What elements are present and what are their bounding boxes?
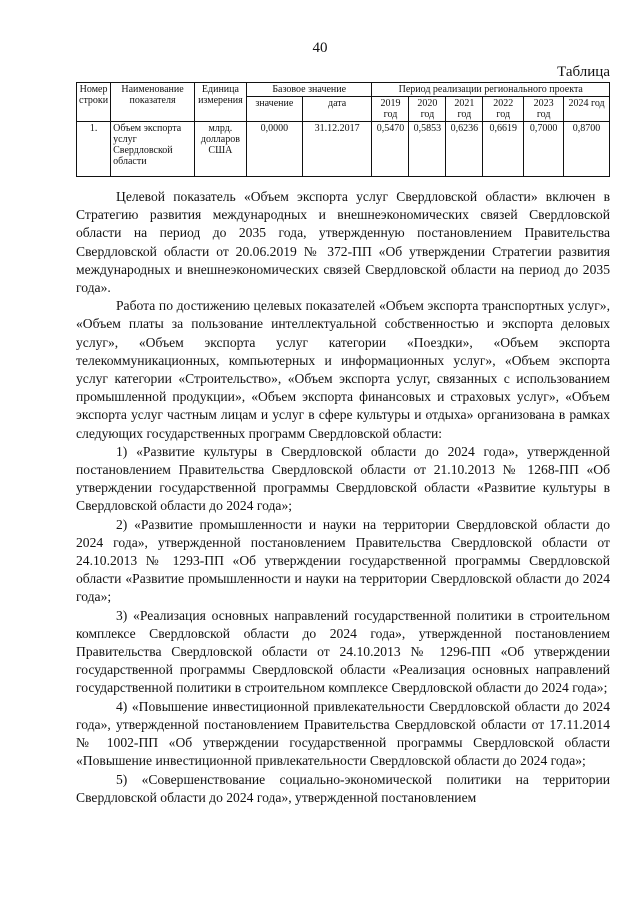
header-base-value: Базовое значение	[246, 83, 372, 97]
indicator-table	[76, 82, 610, 177]
paragraph-work-organization: Работа по достижению целевых показателей «Объем экспорта транспортных услуг», «Объем платы за пользование интеллектуальной собственностью и экспорта деловых услуг», «Объем экспорта услуг категории «Поездки», «Объем экспорта телекоммуникационных, компьютерных и информационных услуг», «Объем экспорта услуг категории «Строительство», «Объем экспорта услуг, связанных с использованием промышленной продукции», «Объем экспорта финансовых и страховых услуг», «Объем экспорта услуг частным лицам и услуг в сфере культуры и отдыха» организована в рамках следующих государственных программ Свердловской области:	[76, 298, 610, 441]
cell-name: Объем экспорта услуг Свердловской области	[111, 122, 195, 177]
cell-value: 0,0000	[246, 122, 302, 177]
paragraph-program-2: 2) «Развитие промышленности и науки на территории Свердловской области до 2024 года», утвержденной постановлением Правительства Свердловской области от 24.10.2013 № 1293-ПП «Об утверждении государственной программы Свердловской области «Развитие промышленности и науки на территории Свердловской области до 2024 года»;	[76, 516, 610, 605]
paragraph-program-5: 5) «Совершенствование социально-экономической политики на территории Свердловской области до 2024 года», утвержденной постановлением	[76, 771, 610, 805]
body-text	[76, 188, 610, 807]
header-date: дата	[302, 97, 372, 122]
table-row	[77, 122, 610, 177]
header-year-2021: 2021 год	[446, 97, 483, 122]
header-value: значение	[246, 97, 302, 122]
header-name: Наименование показателя	[111, 83, 195, 122]
header-year-2023: 2023 год	[524, 97, 564, 122]
cell-year-2020: 0,5853	[409, 122, 446, 177]
paragraph-target-indicator: Целевой показатель «Объем экспорта услуг Свердловской области» включен в Стратегию развития международных и внешнеэкономических связей Свердловской области на период до 2035 года, утвержденную постановлением Правительства Свердловской области от 20.06.2019 № 372-ПП «Об утверждении Стратегии развития международных и внешнеэкономических связей Свердловской области на период до 2035 года».	[76, 189, 610, 296]
cell-year-2021: 0,6236	[446, 122, 483, 177]
header-year-2022: 2022 год	[483, 97, 524, 122]
header-year-2024: 2024 год	[564, 97, 610, 122]
cell-date: 31.12.2017	[302, 122, 372, 177]
paragraph-program-4: 4) «Повышение инвестиционной привлекательности Свердловской области до 2024 года», утвержденной постановлением Правительства Свердловской области от 17.11.2014 № 1002-ПП «Об утверждении государственной программы Свердловской области «Повышение инвестиционной привлекательности Свердловской области до 2024 года»;	[76, 698, 610, 769]
paragraph-program-3: 3) «Реализация основных направлений государственной политики в строительном комплексе Свердловской области до 2024 года», утвержденной постановлением Правительства Свердловской области от 24.10.2013 № 1296-ПП «Об утверждении государственной программы Свердловской области «Реализация основных направлений государственной политики в строительном комплексе Свердловской области до 2024 года»;	[76, 607, 610, 696]
page-number: 40	[312, 40, 328, 56]
header-row-number: Номер строки	[77, 83, 111, 122]
paragraph-program-1: 1) «Развитие культуры в Свердловской области до 2024 года», утвержденной постановлением Правительства Свердловской области от 21.10.2013 № 1268-ПП «Об утверждении государственной программы Свердловской области «Развитие культуры в Свердловской области до 2024 года»;	[76, 443, 610, 514]
cell-year-2019: 0,5470	[372, 122, 409, 177]
header-period: Период реализации регионального проекта	[372, 83, 610, 97]
header-year-2019: 2019 год	[372, 97, 409, 122]
cell-year-2023: 0,7000	[524, 122, 564, 177]
cell-unit: млрд. долларов США	[194, 122, 246, 177]
cell-number: 1.	[77, 122, 111, 177]
header-unit: Единица измерения	[194, 83, 246, 122]
table-caption: Таблица	[557, 64, 610, 80]
cell-year-2024: 0,8700	[564, 122, 610, 177]
cell-year-2022: 0,6619	[483, 122, 524, 177]
header-year-2020: 2020 год	[409, 97, 446, 122]
